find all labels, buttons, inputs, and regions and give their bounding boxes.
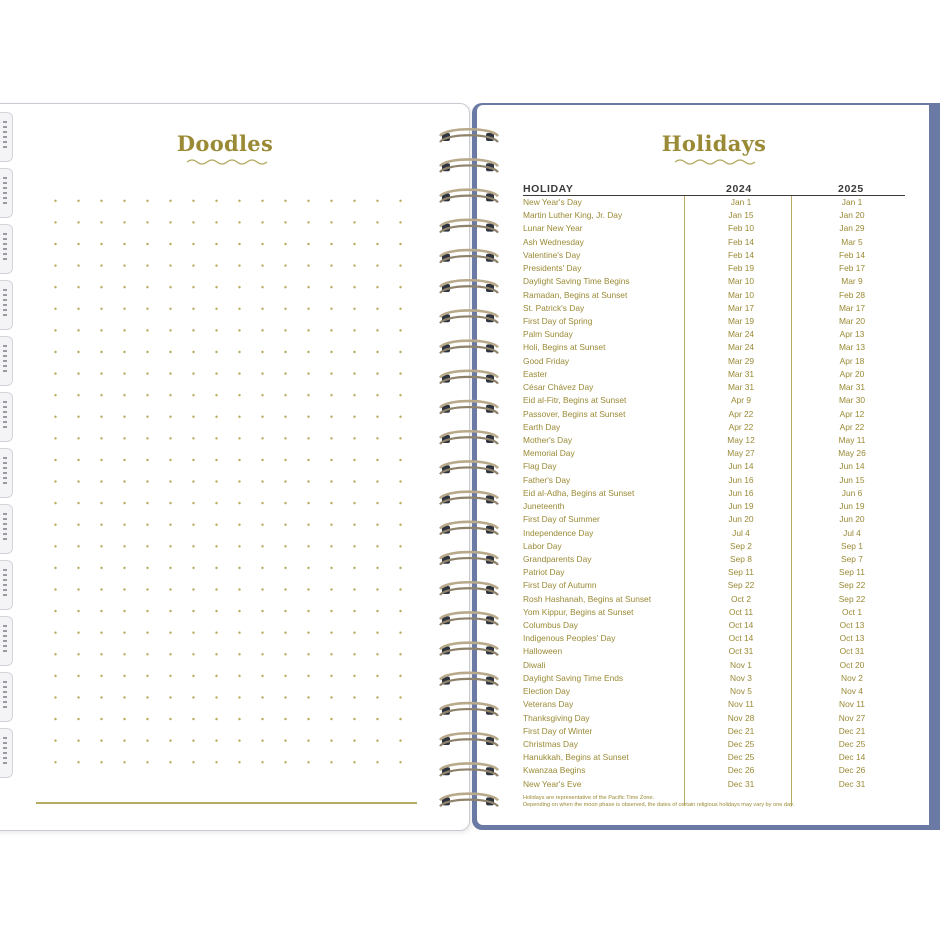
column-header-2024: 2024 <box>726 183 752 195</box>
spiral-coil <box>440 371 498 384</box>
date-2024: Sep 11 <box>728 567 754 578</box>
holiday-row <box>523 487 905 500</box>
spiral-coil <box>440 612 498 625</box>
date-2024: Oct 2 <box>730 593 751 604</box>
date-2024: Oct 11 <box>728 606 754 617</box>
date-2025: Dec 25 <box>838 739 866 750</box>
holiday-name: Yom Kippur, Begins at Sunset <box>523 606 634 617</box>
holiday-row <box>523 712 905 725</box>
holiday-name: Thanksgiving Day <box>523 712 590 723</box>
date-2025: Apr 22 <box>839 421 865 432</box>
date-2025: Oct 1 <box>841 606 862 617</box>
date-2025: Jun 19 <box>839 501 865 512</box>
month-tab[interactable] <box>0 112 13 162</box>
holiday-row <box>523 209 905 222</box>
date-2024: Nov 3 <box>730 672 752 683</box>
spiral-coil <box>440 582 498 595</box>
holiday-name: First Day of Summer <box>523 514 600 525</box>
holiday-name: Eid al-Adha, Begins at Sunset <box>523 487 635 498</box>
date-2025: Mar 31 <box>838 382 866 393</box>
date-2024: Mar 29 <box>727 355 755 366</box>
date-2024: Oct 14 <box>728 633 754 644</box>
date-2024: Mar 19 <box>727 315 755 326</box>
holiday-name: Election Day <box>523 686 571 697</box>
holiday-name: Daylight Saving Time Ends <box>523 672 624 683</box>
date-2025: Jan 1 <box>841 197 863 207</box>
date-2024: Dec 25 <box>727 752 755 763</box>
holiday-row <box>523 513 905 526</box>
holiday-name: Veterans Day <box>523 699 574 710</box>
date-2025: Sep 22 <box>838 580 866 591</box>
month-tab[interactable] <box>0 560 13 610</box>
holiday-row <box>523 566 905 579</box>
date-2024: Dec 25 <box>727 739 755 750</box>
date-2025: Sep 22 <box>838 593 866 604</box>
holiday-row <box>523 408 905 421</box>
date-2024: Sep 2 <box>730 540 752 551</box>
date-2025: Apr 20 <box>839 368 865 379</box>
date-2025: Oct 20 <box>839 659 865 670</box>
holiday-row <box>523 434 905 447</box>
date-2025: Sep 11 <box>839 567 865 578</box>
date-2024: Mar 24 <box>727 342 755 353</box>
holiday-row <box>523 751 905 764</box>
spiral-coil <box>440 159 498 172</box>
doodles-title: Doodles <box>176 131 274 156</box>
holiday-name: Diwali <box>523 659 546 670</box>
holiday-name: Easter <box>523 368 548 379</box>
spiral-coil <box>440 401 498 414</box>
date-2024: Mar 31 <box>727 382 755 393</box>
spiral-coil <box>440 461 498 474</box>
spiral-coil <box>440 220 498 233</box>
holiday-name: Passover, Begins at Sunset <box>523 408 626 419</box>
date-2025: Mar 13 <box>838 342 866 353</box>
date-2024: Mar 10 <box>727 289 755 300</box>
month-tab[interactable] <box>0 336 13 386</box>
footnote-line: Holidays are representative of the Pacific Time Zone. <box>523 795 655 801</box>
holiday-name: Presidents' Day <box>523 263 582 274</box>
date-2025: Jun 20 <box>839 514 865 525</box>
holiday-name: Rosh Hashanah, Begins at Sunset <box>523 593 652 604</box>
spiral-coil <box>440 794 498 807</box>
holiday-row <box>523 778 905 791</box>
holiday-row <box>523 527 905 540</box>
holiday-row <box>523 355 905 368</box>
bottom-rule <box>36 802 417 804</box>
month-tab[interactable] <box>0 224 13 274</box>
date-2025: Feb 17 <box>838 263 866 274</box>
holiday-row <box>523 698 905 711</box>
holiday-name: Father's Day <box>523 474 571 485</box>
date-2024: Feb 19 <box>727 263 755 274</box>
holiday-row <box>523 421 905 434</box>
holiday-name: Halloween <box>523 646 563 657</box>
spiral-coil <box>440 431 498 444</box>
holiday-row <box>523 302 905 315</box>
holiday-name: Grandparents Day <box>523 553 592 564</box>
spiral-coil <box>440 673 498 686</box>
holiday-name: Holi, Begins at Sunset <box>523 342 606 353</box>
month-tab[interactable] <box>0 280 13 330</box>
holiday-row <box>523 236 905 249</box>
date-2024: Apr 22 <box>728 421 754 432</box>
date-2024: Nov 1 <box>730 659 752 670</box>
date-2024: Jun 19 <box>728 501 754 512</box>
holiday-name: Valentine's Day <box>523 249 581 260</box>
date-2025: Mar 9 <box>841 276 863 287</box>
holiday-row <box>523 196 905 209</box>
date-2025: Oct 13 <box>839 633 865 644</box>
date-2025: Jun 15 <box>839 474 865 485</box>
date-2024: Oct 14 <box>728 620 754 631</box>
holiday-row <box>523 368 905 381</box>
date-2025: Nov 2 <box>841 672 863 683</box>
date-2024: Sep 8 <box>730 553 752 564</box>
holiday-row <box>523 540 905 553</box>
holiday-row <box>523 672 905 685</box>
date-2025: Dec 14 <box>838 752 866 763</box>
date-2024: Nov 5 <box>730 686 752 697</box>
holiday-row <box>523 262 905 275</box>
holiday-row <box>523 249 905 262</box>
holiday-row <box>523 593 905 606</box>
date-2025: Mar 5 <box>841 236 863 247</box>
holiday-name: Martin Luther King, Jr. Day <box>523 210 623 221</box>
holiday-row <box>523 474 905 487</box>
holiday-row <box>523 328 905 341</box>
holiday-name: Ash Wednesday <box>523 236 584 247</box>
date-2025: Jan 20 <box>839 210 865 221</box>
date-2025: Apr 12 <box>839 408 865 419</box>
date-2024: Feb 14 <box>727 249 755 260</box>
date-2024: Mar 10 <box>727 276 755 287</box>
holiday-name: New Year's Day <box>523 197 582 207</box>
holiday-name: Palm Sunday <box>523 329 573 340</box>
holiday-row <box>523 394 905 407</box>
date-2024: Jul 4 <box>732 527 750 538</box>
holiday-name: Juneteenth <box>523 501 565 512</box>
holiday-name: Kwanzaa Begins <box>523 765 586 776</box>
date-2025: Nov 11 <box>839 699 865 710</box>
spiral-coil <box>440 552 498 565</box>
holiday-name: Independence Day <box>523 527 594 538</box>
holidays-title: Holidays <box>661 131 767 156</box>
date-2025: Apr 18 <box>839 355 865 366</box>
date-2024: May 27 <box>727 448 755 459</box>
date-2024: Feb 14 <box>727 236 755 247</box>
spiral-coil <box>440 643 498 656</box>
spiral-coil <box>440 129 498 142</box>
date-2025: Feb 28 <box>838 289 866 300</box>
date-2024: Apr 9 <box>730 395 752 406</box>
date-2025: Jan 29 <box>839 223 865 234</box>
spiral-coil <box>440 310 498 323</box>
holiday-name: Lunar New Year <box>523 223 583 234</box>
holiday-name: Christmas Day <box>523 739 578 750</box>
holiday-row <box>523 725 905 738</box>
month-tab[interactable] <box>0 504 13 554</box>
date-2024: Mar 24 <box>727 329 755 340</box>
date-2025: Dec 21 <box>838 725 866 736</box>
holiday-row <box>523 632 905 645</box>
holiday-row <box>523 606 905 619</box>
date-2024: Dec 26 <box>727 765 755 776</box>
holiday-name: Indigenous Peoples' Day <box>523 633 616 644</box>
holiday-name: Daylight Saving Time Begins <box>523 276 630 287</box>
spiral-binding <box>436 126 504 816</box>
spiral-coil <box>440 733 498 746</box>
column-header-2025: 2025 <box>838 183 864 195</box>
date-2025: Jun 14 <box>839 461 865 472</box>
holiday-row <box>523 645 905 658</box>
holiday-row <box>523 553 905 566</box>
holiday-name: Labor Day <box>523 540 562 551</box>
date-2025: Dec 26 <box>838 765 866 776</box>
footnote <box>523 795 913 809</box>
holiday-row <box>523 764 905 777</box>
holiday-name: First Day of Spring <box>523 315 593 326</box>
dot-grid[interactable] <box>44 190 414 780</box>
holiday-name: Earth Day <box>523 421 561 432</box>
holiday-row <box>523 460 905 473</box>
spiral-coil <box>440 250 498 263</box>
holiday-name: Ramadan, Begins at Sunset <box>523 289 628 300</box>
holiday-name: Patriot Day <box>523 567 565 578</box>
holiday-name: First Day of Winter <box>523 725 593 736</box>
spiral-coil <box>440 522 498 535</box>
date-2024: Feb 10 <box>727 223 755 234</box>
date-2024: Apr 22 <box>728 408 754 419</box>
month-tab[interactable] <box>0 448 13 498</box>
month-tab[interactable] <box>0 672 13 722</box>
holiday-name: New Year's Eve <box>523 778 582 789</box>
holiday-name: St. Patrick's Day <box>523 302 585 313</box>
date-2025: Oct 31 <box>839 646 865 657</box>
spiral-coil <box>440 492 498 505</box>
spiral-coil <box>440 280 498 293</box>
date-2024: Jun 16 <box>728 487 754 498</box>
holiday-row <box>523 341 905 354</box>
squiggle-ornament <box>674 158 756 166</box>
column-header-holiday: HOLIDAY <box>523 183 574 195</box>
holiday-name: Hanukkah, Begins at Sunset <box>523 752 629 763</box>
date-2024: Jan 15 <box>728 210 754 221</box>
holiday-row <box>523 222 905 235</box>
date-2025: Dec 31 <box>838 778 866 789</box>
holiday-row <box>523 289 905 302</box>
spiral-coil <box>440 341 498 354</box>
holiday-row <box>523 579 905 592</box>
holiday-row <box>523 685 905 698</box>
date-2024: Sep 22 <box>727 580 755 591</box>
date-2024: Oct 31 <box>728 646 754 657</box>
footnote-line: Depending on when the moon phase is observed, the dates of certain religious holidays may vary by one day. <box>523 802 795 808</box>
date-2025: Sep 7 <box>841 553 863 564</box>
month-tab[interactable] <box>0 616 13 666</box>
month-tabs <box>0 112 14 812</box>
holiday-name: Good Friday <box>523 355 570 366</box>
date-2025: Oct 13 <box>839 620 865 631</box>
date-2025: May 11 <box>838 434 866 445</box>
date-2024: Nov 11 <box>728 699 754 710</box>
holiday-name: Flag Day <box>523 461 557 472</box>
holiday-name: First Day of Autumn <box>523 580 597 591</box>
spiral-coil <box>440 703 498 716</box>
date-2024: Jun 16 <box>728 474 754 485</box>
date-2024: Dec 21 <box>727 725 755 736</box>
holiday-row <box>523 738 905 751</box>
date-2024: Mar 17 <box>727 302 755 313</box>
date-2024: May 12 <box>727 434 755 445</box>
holiday-name: Eid al-Fitr, Begins at Sunset <box>523 395 627 406</box>
spiral-coil <box>440 763 498 776</box>
holiday-row <box>523 315 905 328</box>
date-2025: Mar 20 <box>838 315 866 326</box>
holiday-row <box>523 500 905 513</box>
date-2024: Mar 31 <box>727 368 755 379</box>
date-2024: Jun 20 <box>728 514 754 525</box>
month-tab[interactable] <box>0 168 13 218</box>
date-2025: Mar 17 <box>838 302 866 313</box>
date-2024: Jun 14 <box>728 461 754 472</box>
date-2025: May 26 <box>838 448 866 459</box>
date-2024: Jan 1 <box>730 197 752 207</box>
holiday-row <box>523 447 905 460</box>
holiday-row <box>523 659 905 672</box>
date-2025: Apr 13 <box>839 329 865 340</box>
date-2024: Dec 31 <box>727 778 755 789</box>
holiday-name: Memorial Day <box>523 448 575 459</box>
date-2025: Nov 27 <box>838 712 866 723</box>
spiral-coil <box>440 190 498 203</box>
holiday-name: César Chávez Day <box>523 382 594 393</box>
holiday-row <box>523 619 905 632</box>
holiday-name: Columbus Day <box>523 620 578 631</box>
month-tab[interactable] <box>0 392 13 442</box>
date-2025: Jun 6 <box>841 487 863 498</box>
date-2025: Mar 30 <box>838 395 866 406</box>
date-2025: Jul 4 <box>843 527 861 538</box>
date-2024: Nov 28 <box>727 712 755 723</box>
holiday-row <box>523 381 905 394</box>
squiggle-ornament <box>186 158 268 166</box>
date-2025: Sep 1 <box>841 540 863 551</box>
holiday-row <box>523 275 905 288</box>
date-2025: Nov 4 <box>841 686 863 697</box>
month-tab[interactable] <box>0 728 13 778</box>
date-2025: Feb 14 <box>838 249 866 260</box>
holiday-name: Mother's Day <box>523 434 573 445</box>
